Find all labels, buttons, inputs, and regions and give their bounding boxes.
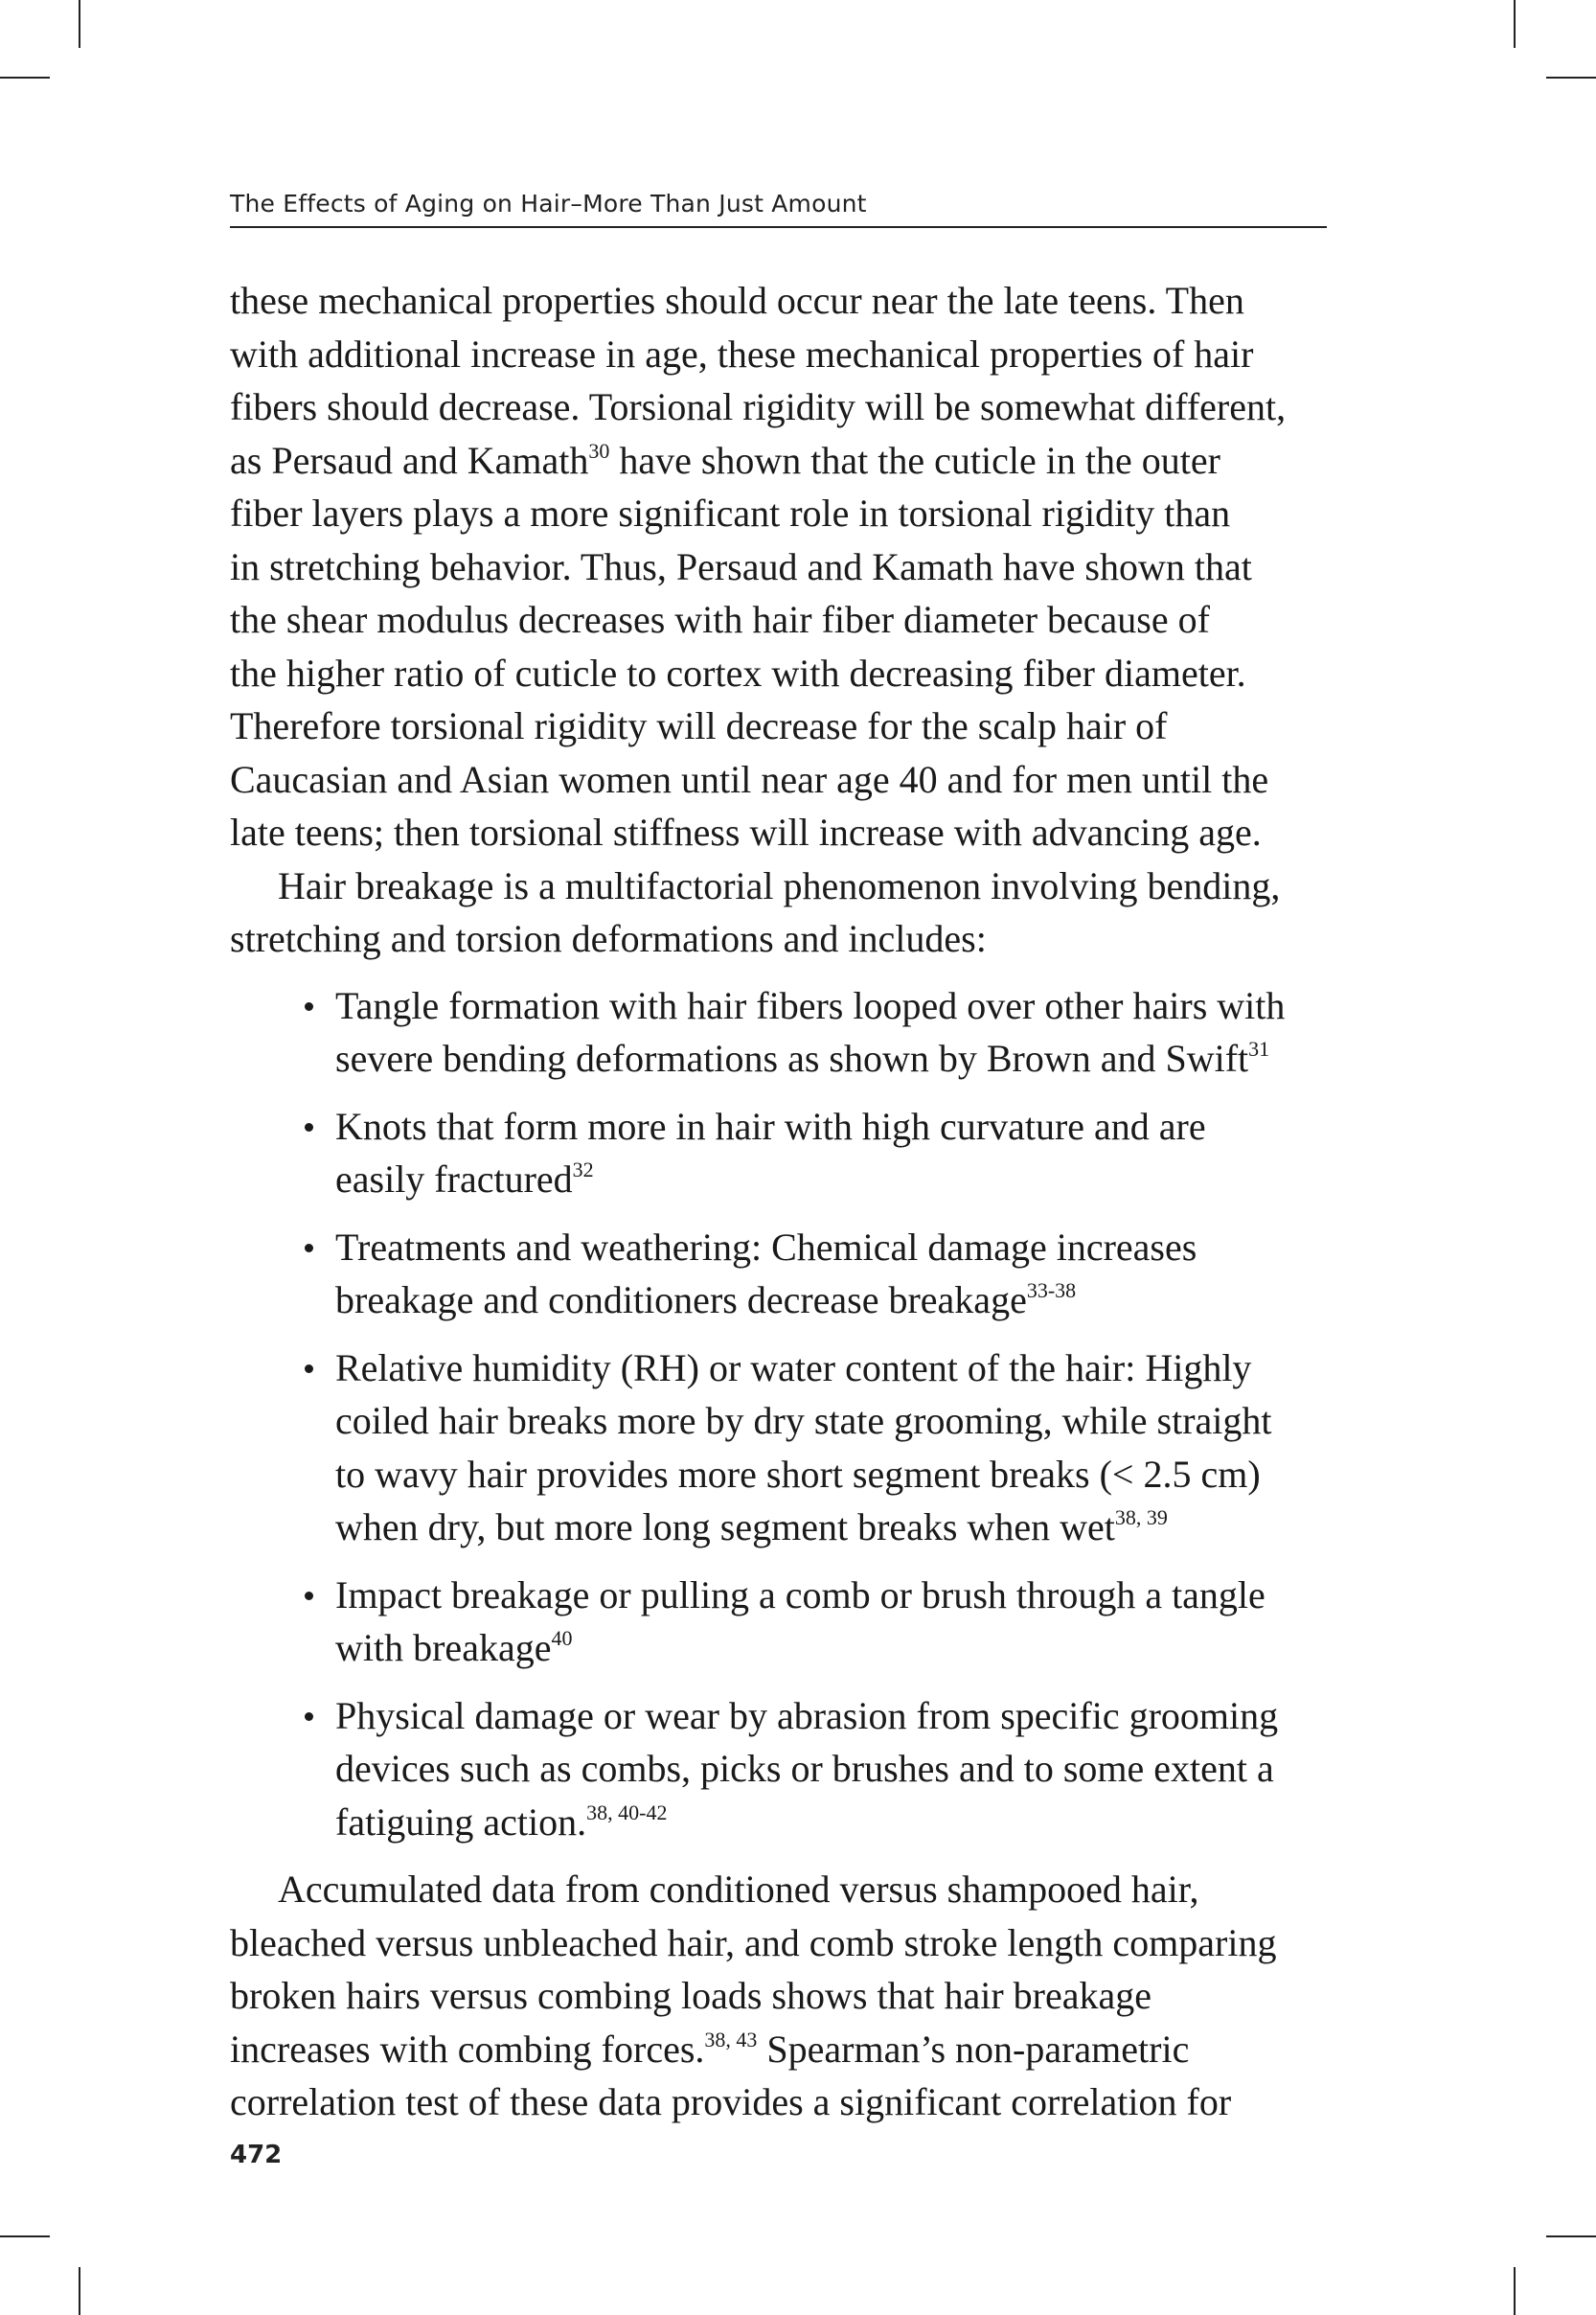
bullet-icon [305,1592,313,1600]
text-line [335,1501,1341,1554]
header-rule [230,226,1327,228]
text-segment: severe bending deformations as shown by Brown and Swift [335,1037,1249,1080]
text-segment: when dry, but more long segment breaks when wet [335,1505,1115,1548]
citation-ref: 38, 43 [704,2027,758,2051]
crop-mark-bottom-right-vertical [1514,2267,1516,2315]
text-line: to wavy hair provides more short segment breaks (< 2.5 cm) [335,1452,1261,1496]
text-line: Hair breakage is a multifactorial phenomenon involving bending, [278,863,1281,907]
list-item [230,1221,1341,1327]
citation-ref: 33-38 [1026,1278,1077,1302]
crop-mark-top-left-vertical [79,0,80,48]
text-line: the shear modulus decreases with hair fiber diameter because of [230,598,1210,641]
bullet-icon [305,1002,313,1011]
text-line: Tangle formation with hair fibers looped over other hairs with [335,983,1286,1027]
list-item [230,1341,1341,1554]
crop-mark-bottom-right-horizontal [1546,2235,1596,2237]
page-number: 472 [230,2141,283,2169]
paragraph-1 [230,274,1341,860]
text-segment: increases with combing forces. [230,2027,705,2071]
text-line: bleached versus unbleached hair, and comb stroke length comparing [230,1920,1277,1964]
text-line: stretching and torsion deformations and includes: [230,917,987,960]
text-line: Treatments and weathering: Chemical damage increases [335,1225,1197,1269]
text-line: late teens; then torsional stiffness will increase with advancing age. [230,811,1262,854]
list-item [230,1689,1341,1849]
crop-mark-top-right-vertical [1514,0,1516,48]
text-line: devices such as combs, picks or brushes and to some extent a [335,1747,1274,1790]
paragraph-3 [230,1863,1341,2129]
text-line: Relative humidity (RH) or water content of the hair: Highly [335,1345,1252,1389]
bullet-icon [305,1364,313,1373]
bullet-icon [305,1123,313,1132]
citation-ref: 30 [588,438,610,463]
text-segment: breakage and conditioners decrease breakage [335,1278,1027,1321]
citation-ref: 38, 39 [1114,1505,1168,1529]
text-line [335,1796,1341,1849]
list-item [230,979,1341,1086]
text-line: Caucasian and Asian women until near age 40 and for men until the [230,757,1269,801]
crop-mark-bottom-left-vertical [79,2267,80,2315]
text-line: with additional increase in age, these mechanical properties of hair [230,332,1254,376]
page-body [230,274,1341,2129]
bullet-icon [305,1244,313,1252]
breakage-factors-list [230,979,1341,1849]
text-line: Knots that form more in hair with high curvature and are [335,1104,1206,1148]
text-line [335,1273,1341,1327]
citation-ref: 31 [1248,1037,1270,1061]
text-line: correlation test of these data provides a significant correlation for [230,2080,1232,2123]
list-item [230,1100,1341,1206]
text-segment: fatiguing action. [335,1799,587,1844]
text-line [335,1621,1341,1675]
text-line: these mechanical properties should occur near the late teens. Then [230,279,1244,322]
crop-mark-top-left-horizontal [0,77,50,79]
text-line: Therefore torsional rigidity will decrease for the scalp hair of [230,704,1168,747]
citation-ref: 40 [551,1626,573,1650]
text-line: coiled hair breaks more by dry state grooming, while straight [335,1399,1272,1442]
citation-ref: 32 [572,1158,594,1181]
text-line: Physical damage or wear by abrasion from specific grooming [335,1693,1279,1737]
text-line: the higher ratio of cuticle to cortex with decreasing fiber diameter. [230,651,1246,695]
text-segment: have shown that the cuticle in the outer [609,438,1220,482]
text-line: in stretching behavior. Thus, Persaud and Kamath have shown that [230,544,1252,588]
text-line: fibers should decrease. Torsional rigidity will be somewhat different, [230,385,1287,428]
text-line: fiber layers plays a more significant role in torsional rigidity than [230,492,1231,535]
text-segment: Spearman’s non-parametric [757,2027,1190,2071]
text-line: Impact breakage or pulling a comb or brush through a tangle [335,1572,1265,1616]
text-segment: as Persaud and Kamath [230,438,589,482]
bullet-icon [305,1712,313,1721]
paragraph-2 [230,860,1341,966]
text-line: Accumulated data from conditioned versus shampooed hair, [278,1868,1199,1911]
text-line [335,1153,1341,1206]
text-line: broken hairs versus combing loads shows that hair breakage [230,1974,1151,2017]
crop-mark-bottom-left-horizontal [0,2235,50,2237]
text-segment: with breakage [335,1626,552,1669]
text-line [335,1032,1341,1086]
text-line [230,434,1341,488]
text-segment: easily fractured [335,1158,573,1201]
crop-mark-top-right-horizontal [1546,77,1596,79]
citation-ref: 38, 40-42 [586,1799,668,1824]
running-header: The Effects of Aging on Hair–More Than Just Amount [230,190,867,218]
text-line [230,2023,1341,2076]
list-item [230,1569,1341,1675]
